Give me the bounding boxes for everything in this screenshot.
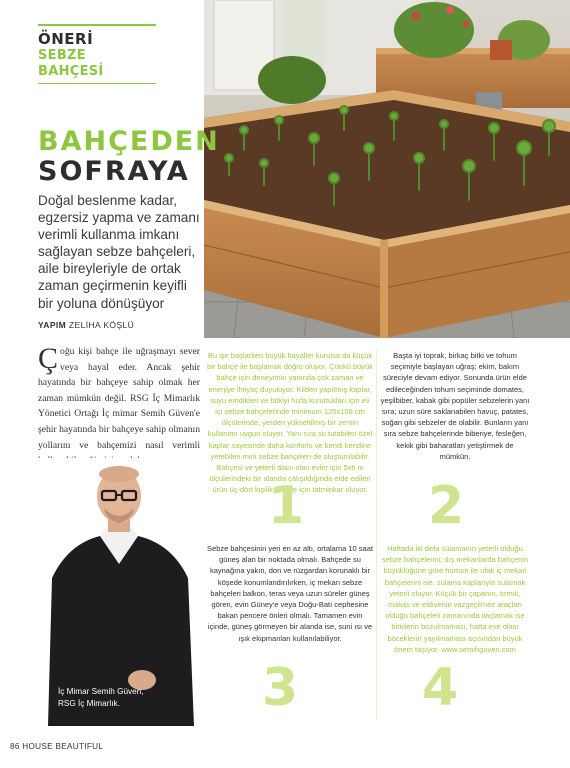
tip-3-number: 3	[262, 658, 299, 718]
magazine-name: HOUSE BEAUTIFUL	[22, 742, 104, 751]
tip-1-text: Bu işe başlarken büyük hayaller kurulsa da küçük bir bahçe ile başlamak doğru oluyor. Çünkü büyük bahçe için deneyimin yanında çok zaman ve enerjiye ihtiyaç duyuluyor. Kilden yapılmış kaplar, suyu emdikleri ve bitkiyi hızla kuruttukları için ev içi sebze bahçelerinde minimum 120x108 cm ölçülerinde, yerden yükseltilmiş bir zemin kullanımı uygun oluyor. Yanı sıra su tutabilen özel kaplar sayesinde daha konforlu ve kendi kendine yetebilen mini sebze bahçeleri de oluşturulabilir. Bahçesi ve yeterli alanı olan evler için 5x6 m ölçülerindeki bir alanda çalışıldığında elde edilen ürün üç-dört kişilik bir aile için tatminkar oluyor.	[207, 351, 373, 495]
article-lede: Doğal beslenme kadar, egzersiz yapma ve zamanı verimli kullanma imkanı sağlayan sebze bahçeleri, aile bireyleriyle de ortak zaman geçirmenin keyifli bir yoluna dönüşüyor	[38, 193, 200, 311]
page-footer	[10, 742, 103, 751]
intro-paragraph	[38, 344, 200, 469]
tip-4-number: 4	[422, 658, 459, 718]
kicker-top-rule	[38, 24, 156, 26]
intro-text: oğu kişi bahçe ile uğraşmayı sever veya hayal eder. Ancak şehir hayatında bir bahçeye sahip olmak her zaman mümkün değil. RSG İç Mimarlık Yönetici Ortağı İç mimar Semih Güven'e şehir hayatında bir bahçeye sahip olmanın yollarını ve bahçemizi nasıl verimli	[38, 346, 200, 451]
tip-4-text: Haftada iki defa sulamanın yeterli olduğu sebze bahçelerini; dış mekanlarda bahçenin büyüklüğüne göre hortum ile ufak iç mekan bahçelerini ise, sulama kaplarıyla sulamak yeterli oluyor. Küçük bir çapanın, tırmık, makas ve eldivenin vazgeçilmez araçları olduğu bahçeleri zamanında ilaçlamak ise bitkilerin bozulmaması, hatta eve olası böceklerin yayılmaması açısından büyük önem taşıyor. www.semihguven.com	[381, 544, 529, 654]
garden-bed-photo	[204, 0, 570, 338]
portrait-caption	[58, 686, 144, 709]
column-divider	[376, 350, 377, 720]
article-title-line-2: SOFRAYA	[38, 156, 190, 187]
kicker-line-2: SEBZE BAHÇESİ	[38, 48, 104, 79]
article-credit	[38, 320, 134, 330]
article-title-line-1: BAHÇEDEN	[38, 126, 220, 157]
credit-name: ZELİHA KÖŞLÜ	[68, 320, 135, 330]
credit-label: YAPIM	[38, 320, 67, 330]
drop-cap: Ç	[38, 342, 59, 375]
caption-line-1: İç Mimar Semih Güven,	[58, 687, 144, 696]
caption-line-2: RSG İç Mimarlık.	[58, 698, 120, 708]
tip-2-text: Başta iyi toprak, birkaç bitki ve tohum seçimiyle başlayan uğraş; ekim, bakım süreciyle devam ediyor. Sonunda ürün elde edileceğinden tohum seçiminde domates, yeşilbiber, kabak gibi popüler sebzelerin yanı sıra; uzun süre saklanabilen havuç, patates, soğan gibi sebzeler de olabilir. Bunların yanı sıra sebze bahçelerinde biberiye, fesleğen, kekik gibi baharatları yetiştirmek de mümkün.	[380, 351, 530, 461]
kicker-bottom-rule	[38, 83, 156, 84]
page-number: 86	[10, 742, 20, 751]
tip-1-number: 1	[268, 476, 305, 536]
kicker-line-1: ÖNERİ	[38, 30, 94, 48]
section-kicker	[38, 24, 156, 84]
tip-3-text: Sebze bahçesinin yeri en az altı, ortalama 10 saat güneş alan bir noktada olmalı. Bahçede su kaynağına yakın, don ve rüzgardan korunaklı bir köşede konumlandırılırken, iç mekan sebze bahçeleri balkon, teras veya uzun süreler güneş gören, evin Güney'e veya Doğu-Batı cephesine bakan pencere önleri olmalı. Tamamen evin içinde, güneş görmeyen bir alanda ise, suni ısı ve ışık ekipmanları kullanılabiliyor.	[207, 544, 373, 643]
tip-2-number: 2	[428, 476, 465, 536]
